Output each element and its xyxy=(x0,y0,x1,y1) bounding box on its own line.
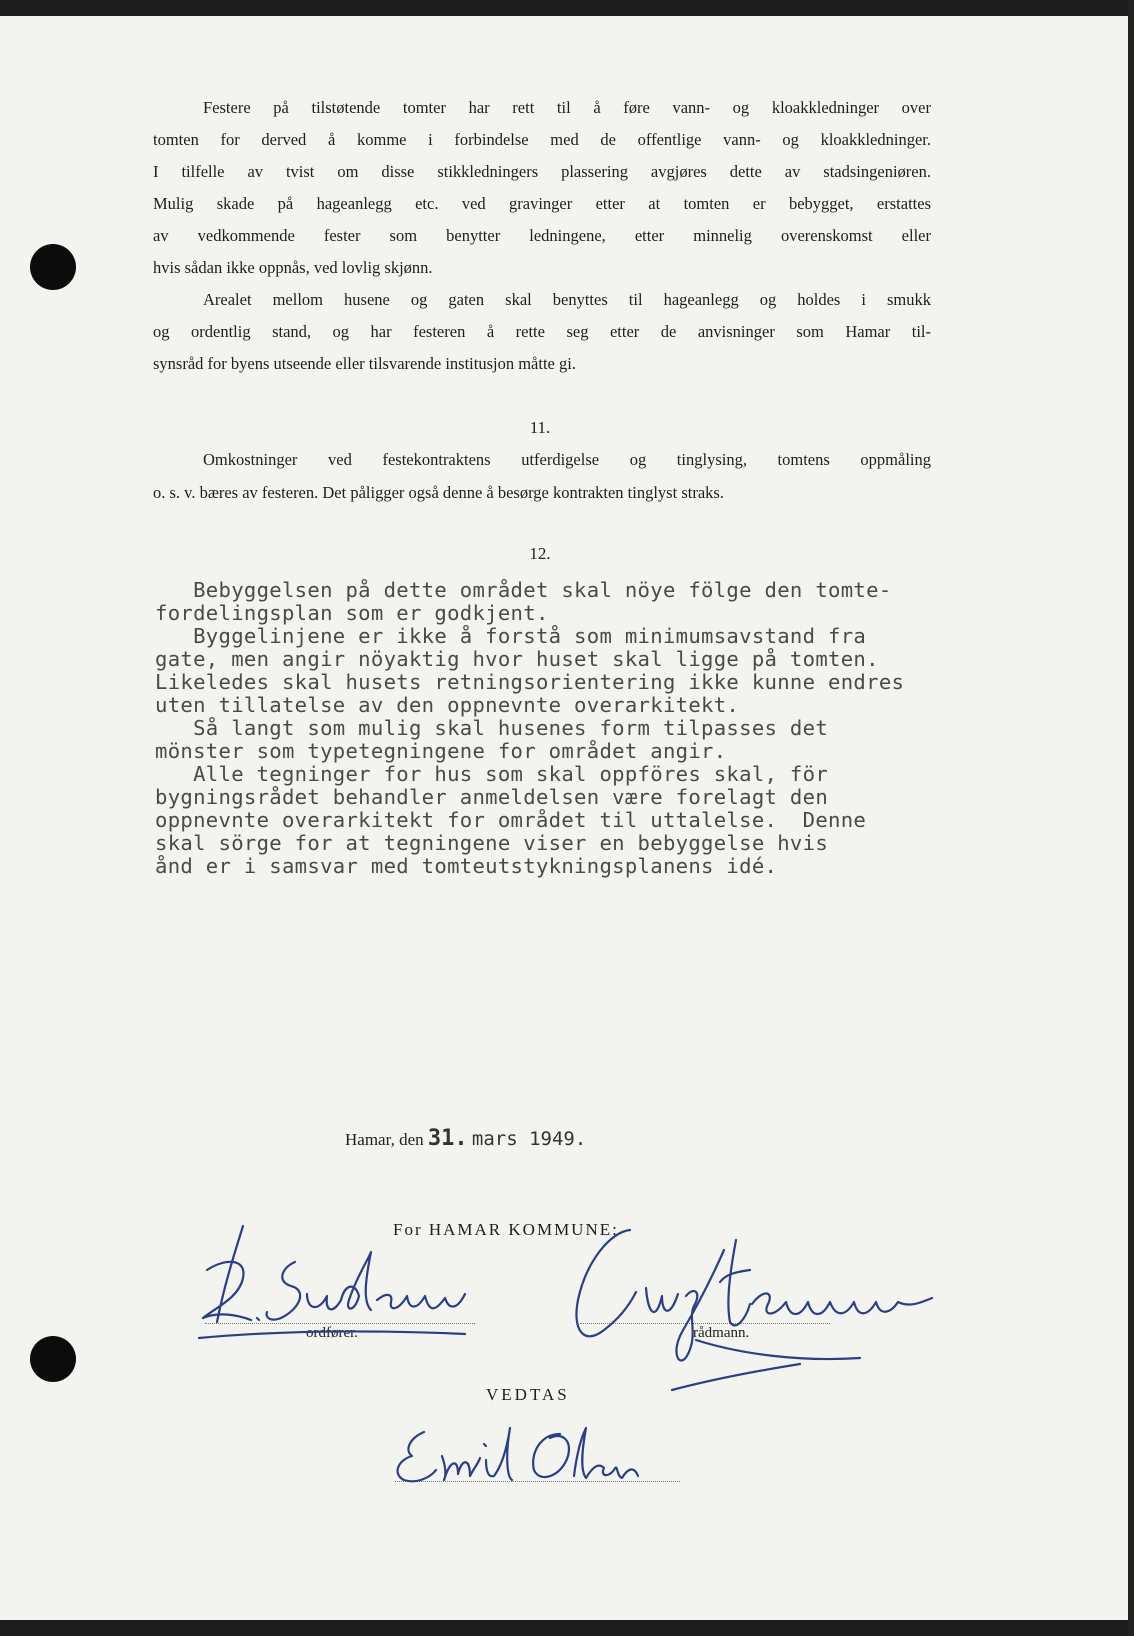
typed-line: Likeledes skal husets retningsorientering ikke kunne endres xyxy=(155,670,905,694)
text-line: Arealet mellom husene og gaten skal benyttes til hageanlegg og holdes i smukk xyxy=(203,290,931,309)
scan-border-bottom xyxy=(0,1620,1134,1636)
text-line: Omkostninger ved festekontraktens utferdigelse og tinglysing, tomtens oppmåling xyxy=(203,450,931,469)
scan-border-top xyxy=(0,0,1134,16)
typed-line: Alle tegninger for hus som skal oppföres skal, för xyxy=(155,762,829,786)
signature-ordforer xyxy=(195,1222,485,1342)
for-hamar-kommune: For HAMAR KOMMUNE: xyxy=(393,1220,619,1239)
date-day: 31. xyxy=(427,1126,468,1151)
date-month-year: mars 1949. xyxy=(471,1128,587,1150)
text-line: I tilfelle av tvist om disse stikkledningers plassering avgjøres dette av stadsingeniøren. xyxy=(153,162,931,181)
section-11-text xyxy=(153,448,931,508)
text-line: tomten for derved å komme i forbindelse med de offentlige vann- og kloakkledninger. xyxy=(153,130,931,149)
typed-line: uten tillatelse av den oppnevnte overarkitekt. xyxy=(155,693,740,717)
typed-line: gate, men angir nöyaktig hvor huset skal ligge på tomten. xyxy=(155,647,879,671)
radmann-label: rådmann. xyxy=(693,1325,750,1341)
text-line: og ordentlig stand, og har festeren å rette seg etter de anvisninger som Hamar til- xyxy=(153,322,931,341)
section-10-text xyxy=(153,96,931,386)
text-line: o. s. v. bæres av festeren. Det påligger også denne å besørge kontrakten tinglyst straks. xyxy=(153,483,724,502)
text-line: Mulig skade på hageanlegg etc. ved gravinger etter at tomten er bebygget, erstattes xyxy=(153,194,931,213)
punch-hole xyxy=(30,1336,76,1382)
text-line: synsråd for byens utseende eller tilsvarende institusjon måtte gi. xyxy=(153,354,576,373)
section-11-heading: 11. xyxy=(529,418,551,437)
typed-line: Byggelinjene er ikke å forstå som minimumsavstand fra xyxy=(155,624,867,648)
typed-line: oppnevnte overarkitekt for området til uttalelse. Denne xyxy=(155,808,867,832)
typed-line: Bebyggelsen på dette området skal nöye fölge den tomte- xyxy=(155,578,892,602)
text-line: hvis sådan ikke oppnås, ved lovlig skjønn. xyxy=(153,258,433,277)
typed-line: skal sörge for at tegningene viser en bebyggelse hvis xyxy=(155,831,829,855)
vedtas-label: VEDTAS xyxy=(486,1385,570,1404)
typed-line: bygningsrådet behandler anmeldelsen være forelagt den xyxy=(155,785,829,809)
date-prefix: Hamar, den xyxy=(345,1130,424,1149)
section-12-typewritten-text xyxy=(155,578,975,878)
typed-line: ånd er i samsvar med tomteutstykningsplanens idé. xyxy=(155,854,778,878)
signature-vedtas xyxy=(390,1420,650,1490)
scan-border-right xyxy=(1128,0,1134,1636)
text-line: Festere på tilstøtende tomter har rett til å føre vann- og kloakkledninger over xyxy=(203,98,931,117)
date-line xyxy=(345,1126,586,1151)
typed-line: Så langt som mulig skal husenes form tilpasses det xyxy=(155,716,829,740)
punch-hole xyxy=(30,244,76,290)
typed-line: mönster som typetegningene for området angir. xyxy=(155,739,727,763)
section-12-heading: 12. xyxy=(529,544,551,563)
typed-line: fordelingsplan som er godkjent. xyxy=(155,601,549,625)
signature-radmann xyxy=(560,1222,980,1402)
ordforer-label: ordfører. xyxy=(306,1325,359,1341)
text-line: av vedkommende fester som benytter ledningene, etter minnelig overenskomst eller xyxy=(153,226,931,245)
